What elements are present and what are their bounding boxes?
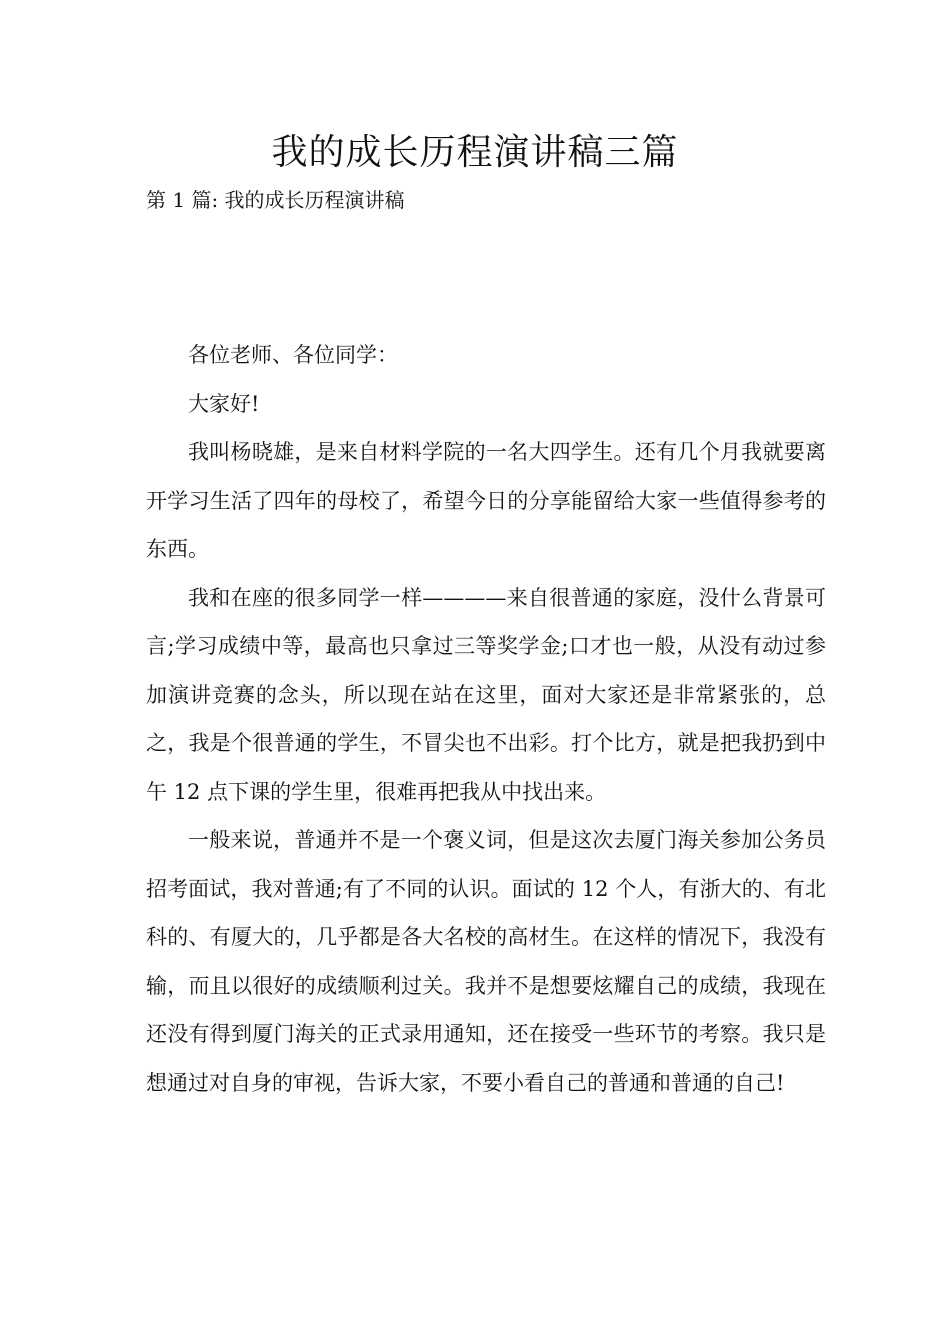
document-subtitle: 第 1 篇: 我的成长历程演讲稿 <box>146 188 405 212</box>
paragraph-background: 我和在座的很多同学一样————来自很普通的家庭，没什么背景可言;学习成绩中等，最高也只拿过三等奖学金;口才也一般，从没有动过参加演讲竞赛的念头，所以现在站在这里，面对大家还是非常紧张的，总之，我是个很普通的学生，不冒尖也不出彩。打个比方，就是把我扔到中午 12 点下课的学生里，很难再把我从中找出来。 <box>146 585 826 804</box>
paragraph-hello: 大家好! <box>188 391 260 416</box>
paragraph-introduction: 我叫杨晓雄，是来自材料学院的一名大四学生。还有几个月我就要离开学习生活了四年的母校了，希望今日的分享能留给大家一些值得参考的东西。 <box>146 440 826 561</box>
document-body <box>146 331 826 1107</box>
paragraph-interview: 一般来说，普通并不是一个褒义词，但是这次去厦门海关参加公务员招考面试，我对普通;有了不同的认识。面试的 12 个人，有浙大的、有北科的、有厦大的，几乎都是各大名校的高材生。在这样的情况下，我没有输，而且以很好的成绩顺利过关。我并不是想要炫耀自己的成绩，我现在还没有得到厦门海关的正式录用通知，还在接受一些环节的考察。我只是想通过对自身的审视，告诉大家，不要小看自己的普通和普通的自己! <box>146 828 826 1095</box>
paragraph-greeting: 各位老师、各位同学： <box>188 343 398 367</box>
document-title: 我的成长历程演讲稿三篇 <box>271 132 679 173</box>
